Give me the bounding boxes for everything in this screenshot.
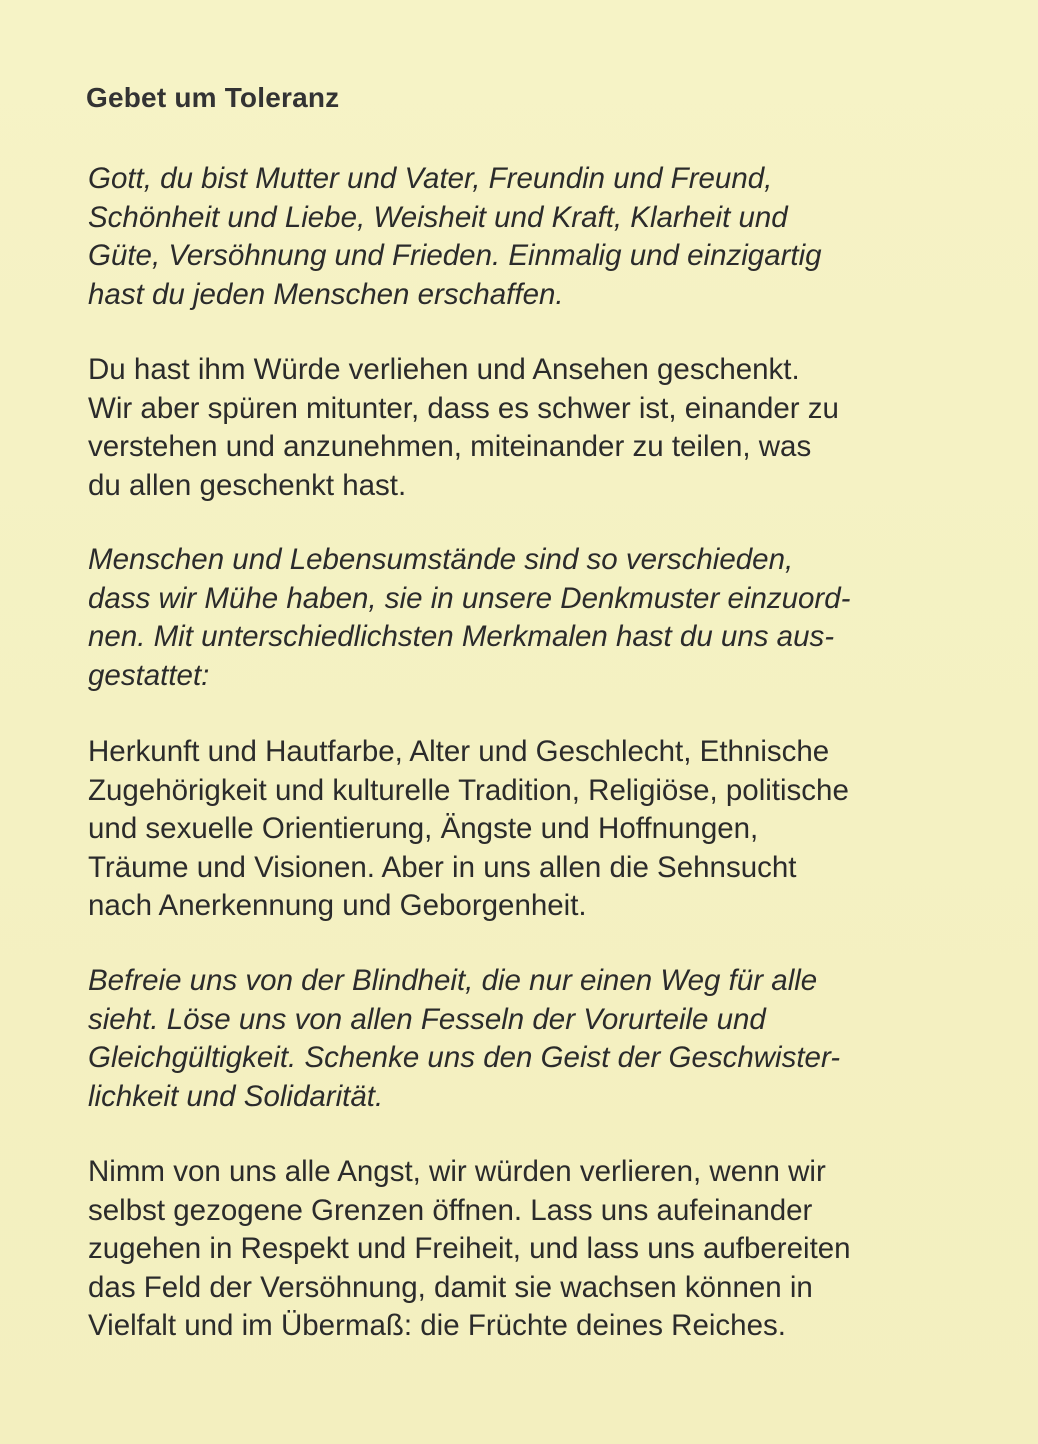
text-line: Gleichgültigkeit. Schenke uns den Geist der Geschwister- <box>88 1041 841 1074</box>
text-line: verstehen und anzunehmen, miteinander zu teilen, was <box>88 430 812 463</box>
text-line: sieht. Löse uns von allen Fesseln der Vorurteile und <box>88 1002 766 1036</box>
text-line: Wir aber spüren mitunter, dass es schwer ist, einander zu <box>88 391 839 425</box>
text-line: lichkeit und Solidarität. <box>88 1079 384 1113</box>
text-line: Herkunft und Hautfarbe, Alter und Geschlecht, Ethnische <box>88 735 830 768</box>
text-line: du allen geschenkt hast. <box>88 468 407 502</box>
text-line: Zugehörigkeit und kulturelle Tradition, Religiöse, politische <box>88 773 849 807</box>
paragraph-3 <box>88 541 850 695</box>
text-line: hast du jeden Menschen erschaffen. <box>88 277 564 311</box>
text-line: Menschen und Lebensumstände sind so verschieden, <box>88 543 794 576</box>
text-line: selbst gezogene Grenzen öffnen. Lass uns aufeinander <box>88 1193 813 1227</box>
paragraph-5 <box>88 962 840 1116</box>
text-line: zugehen in Respekt und Freiheit, und lass uns aufbereiten <box>88 1232 851 1265</box>
document-title: Gebet um Toleranz <box>86 82 340 113</box>
text-line: nach Anerkennung und Geborgenheit. <box>88 889 587 922</box>
text-line: dass wir Mühe haben, sie in unsere Denkmuster einzuord- <box>88 581 851 615</box>
paragraph-6 <box>88 1153 851 1346</box>
text-line: Du hast ihm Würde verliehen und Ansehen geschenkt. <box>88 353 800 386</box>
paragraph-2 <box>88 351 839 505</box>
text-line: das Feld der Versöhnung, damit sie wachsen können in <box>88 1270 813 1304</box>
text-line: Träume und Visionen. Aber in uns allen die Sehnsucht <box>88 850 797 884</box>
paragraph-1 <box>88 160 822 314</box>
text-line: und sexuelle Orientierung, Ängste und Hoffnungen, <box>88 812 759 845</box>
text-line: Befreie uns von der Blindheit, die nur einen Weg für alle <box>88 964 818 997</box>
text-line: Nimm von uns alle Angst, wir würden verlieren, wenn wir <box>88 1155 826 1188</box>
paragraph-4 <box>88 733 849 926</box>
text-line: Güte, Versöhnung und Frieden. Einmalig und einzigartig <box>88 239 822 272</box>
text-line: Gott, du bist Mutter und Vater, Freundin und Freund, <box>88 162 773 195</box>
text-line: Vielfalt und im Übermaß: die Früchte deines Reiches. <box>88 1309 786 1342</box>
text-line: Schönheit und Liebe, Weisheit und Kraft, Klarheit und <box>88 200 788 234</box>
text-line: nen. Mit unterschiedlichsten Merkmalen hast du uns aus- <box>88 620 835 653</box>
text-line: gestattet: <box>88 658 210 692</box>
